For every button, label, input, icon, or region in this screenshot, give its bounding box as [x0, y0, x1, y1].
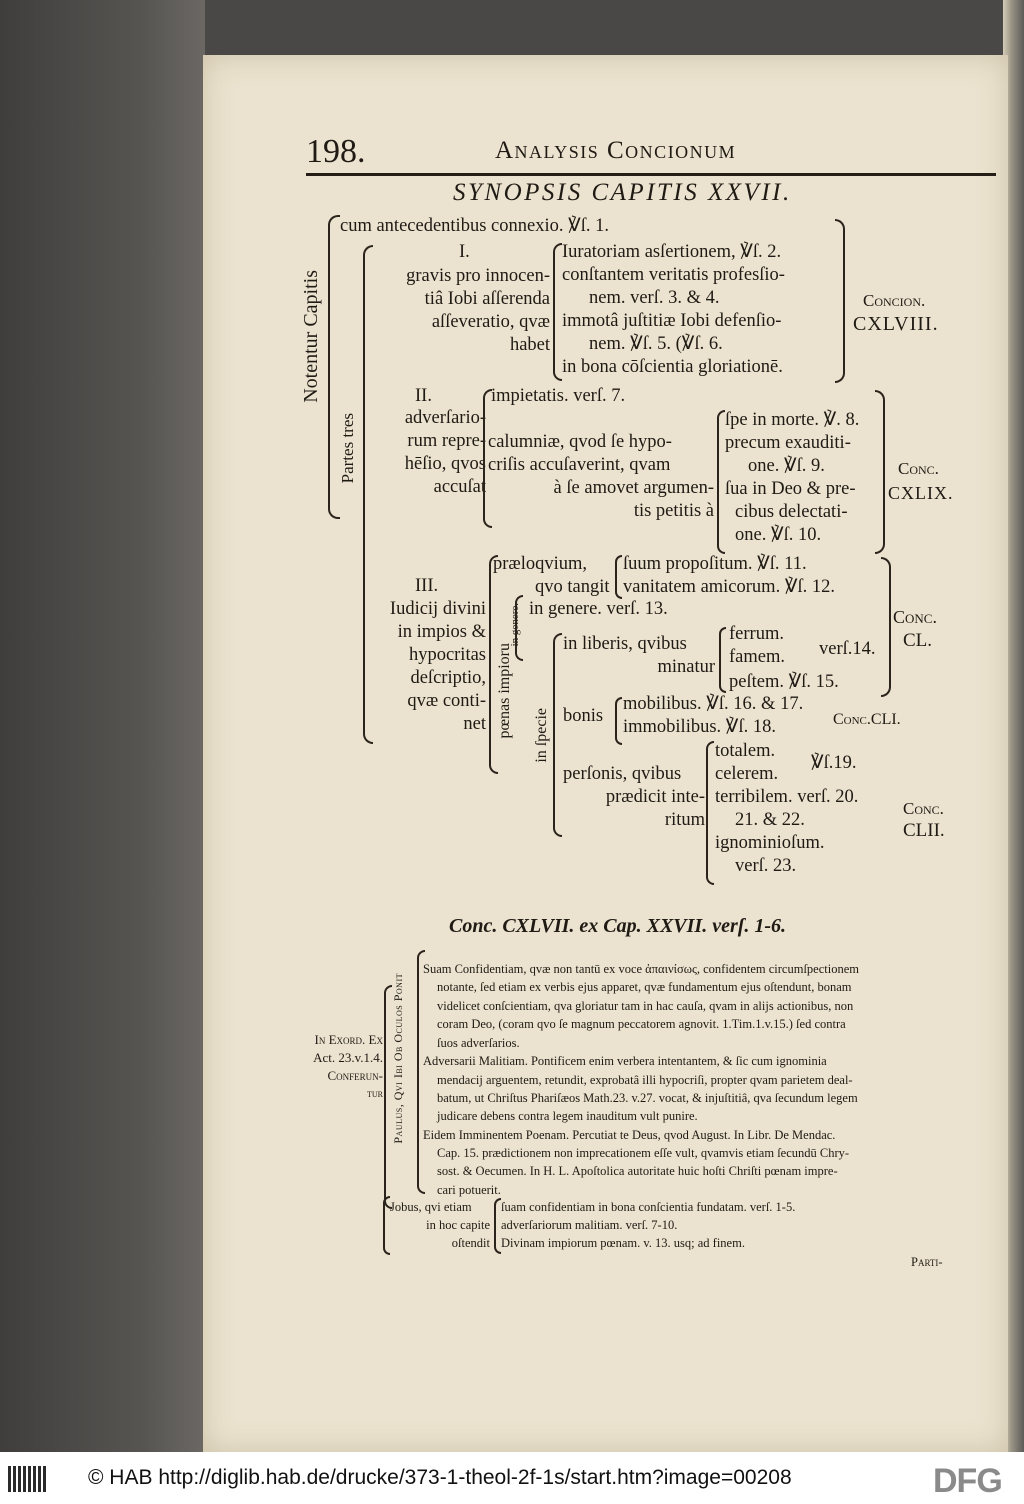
- v19-label: ℣ſ.19.: [811, 753, 857, 773]
- part3-number: III.: [415, 576, 439, 596]
- margin-note-4: tur: [367, 1088, 383, 1100]
- part3-line-6: net: [463, 714, 486, 734]
- part3-line-3: hypocritas: [408, 645, 486, 665]
- jobus-line-1: Jobus, qvi etiam: [390, 1200, 472, 1214]
- jobus-brace: [494, 1198, 501, 1254]
- personis-item-2: celerem.: [715, 764, 779, 784]
- concio-number-3: CL.: [903, 630, 933, 651]
- side-label-notentur: Notentur Capitis: [300, 270, 322, 403]
- praeloquium-item-1: ſuum propoſitum. ℣ſ. 11.: [623, 554, 807, 574]
- part2-line-4: accuſat: [433, 477, 486, 497]
- running-head: Analysis Concionum: [495, 137, 737, 164]
- part2-number: II.: [415, 386, 432, 406]
- synopsis-title: SYNOPSIS CAPITIS XXVII.: [453, 179, 792, 206]
- part1-item-4: immotâ juſtitiæ Iobi defenſio-: [562, 311, 782, 331]
- page-number: 198.: [306, 133, 366, 170]
- copyright-link[interactable]: © HAB http://diglib.hab.de/drucke/373-1-theol-2f-1s/start.htm?image=00208: [88, 1466, 792, 1489]
- part2-item-5: tis petitis à: [633, 501, 714, 521]
- concio-label-2: Conc.: [898, 459, 939, 478]
- part3-line-1: Iudicij divini: [389, 599, 486, 619]
- personis-item-4: 21. & 22.: [735, 810, 805, 830]
- jobus-item-3: Divinam impiorum pœnam. v. 13. usq; ad finem.: [501, 1236, 745, 1250]
- personis-2: prædicit inte-: [605, 787, 705, 807]
- para-line-10: Eidem Imminentem Poenam. Percutiat te Deus, qvod August. In Libr. De Mendac.: [423, 1128, 836, 1142]
- jobus-line-2: in hoc capite: [426, 1218, 490, 1232]
- personis-item-6: verſ. 23.: [735, 856, 797, 876]
- liberis-brace: [719, 627, 726, 693]
- part2-sub-5: cibus delectati-: [735, 502, 848, 522]
- part2-item-3: criſis accuſaverint, qvam: [488, 455, 671, 475]
- part2-sub-brace: [717, 410, 725, 554]
- part2-line-3: hēſio, qvos: [404, 454, 486, 474]
- vers14-label: verſ.14.: [819, 639, 876, 659]
- margin-note-1: In Exord. Ex: [314, 1032, 383, 1047]
- part2-sub-6: one. ℣ſ. 10.: [735, 525, 822, 545]
- part2-item-4: à ſe amovet argumen-: [553, 478, 714, 498]
- poenas-brace: [515, 595, 523, 661]
- side-label-partes: Partes tres: [338, 413, 357, 484]
- personis-1: perſonis, qvibus: [563, 764, 682, 784]
- part1-item-6: in bona cōſcientia gloriationē.: [562, 357, 783, 377]
- para-line-11: Cap. 15. prædictionem non imprecationem eſſe vult, qvamvis etiam ſecundū Chry-: [437, 1146, 850, 1160]
- para-line-1: Suam Confidentiam, qvæ non tantū ex voce ἀπαινίσως, confidentem circumſpectionem: [423, 962, 859, 976]
- bonis-item-1: mobilibus. ℣ſ. 16. & 17.: [623, 694, 804, 714]
- concio-label-3: Conc.: [893, 607, 937, 627]
- viewer-footer: [0, 1452, 1024, 1504]
- concio-number-5: CLII.: [903, 820, 945, 841]
- part3-line-5: qvæ conti-: [407, 691, 486, 711]
- part1-number: I.: [459, 242, 470, 262]
- concio-label-1: Concion.: [863, 291, 926, 310]
- para-line-13: cari potuerit.: [437, 1183, 501, 1197]
- part1-line-3: aſſeveratio, qvæ: [431, 312, 550, 332]
- scan-background-left: [0, 0, 205, 1452]
- personis-item-3: terribilem. verſ. 20.: [715, 787, 859, 807]
- side-label-genere: in genere.: [509, 603, 521, 647]
- part2-close-brace: [875, 390, 885, 554]
- book-page: [203, 55, 1008, 1452]
- bonis-label: bonis: [563, 706, 604, 726]
- bonis-item-2: immobilibus. ℣ſ. 18.: [623, 717, 776, 737]
- para-line-3: videlicet conſcientiam, qva gloriatur tam in hac cauſa, qvam in alijs actionibus, non: [437, 999, 854, 1013]
- jobus-outer-brace: [383, 1196, 390, 1255]
- concio-label-5: Conc.: [903, 799, 944, 818]
- para-line-12: sost. & Oecumen. In H. L. Apoſtolica autoritate huic hoſti Chriſti pœnam impre-: [437, 1164, 838, 1178]
- part2-sub-2: precum exauditi-: [725, 433, 851, 453]
- side-label-poenas: pœnas impioru: [496, 643, 513, 739]
- in-genere-line: in genere. verſ. 13.: [529, 599, 668, 619]
- part1-item-2: conſtantem veritatis profesſio-: [562, 265, 785, 285]
- part1-close-brace: [835, 219, 845, 383]
- side-label-paulus: Paulus, Qvi Ibi Ob Oculos Ponit: [391, 973, 405, 1144]
- catchword: Parti-: [911, 1255, 943, 1269]
- side-label-specie: in ſpecie: [533, 708, 550, 763]
- para-line-7: mendacij arguentem, retundit, exprobatâ illi hypocriſi, propter qvam parietem deal-: [437, 1073, 853, 1087]
- bonis-brace: [615, 697, 622, 745]
- liberis-item-1: ferrum.: [729, 624, 784, 644]
- personis-item-5: ignominioſum.: [715, 833, 825, 853]
- jobus-item-2: adverſariorum malitiam. verſ. 7-10.: [501, 1218, 678, 1232]
- part1-line-2: tiâ Iobi aſſerenda: [424, 289, 550, 309]
- para-line-5: ſuos adverſarios.: [437, 1036, 520, 1050]
- part2-line-1: adverſario-: [404, 408, 486, 428]
- jobus-line-3: oſtendit: [451, 1236, 490, 1250]
- part2-item-1: impietatis. verſ. 7.: [491, 386, 626, 406]
- part3-line-4: deſcriptio,: [410, 668, 486, 688]
- concio-number-2: CXLIX.: [888, 483, 954, 503]
- praeloquium-brace: [615, 555, 622, 599]
- part2-sub-4: ſua in Deo & pre-: [725, 479, 856, 499]
- personis-brace: [706, 741, 714, 885]
- para-line-4: coram Deo, (coram qvo ſe magnum peccatorem agnovit. 1.Tim.1.v.15.) ſed contra: [437, 1017, 846, 1031]
- specie-brace: [553, 633, 562, 837]
- praeloquium-1: præloqvium,: [493, 554, 588, 574]
- liberis-item-3: peſtem. ℣ſ. 15.: [729, 672, 839, 692]
- part1-line-4: habet: [509, 335, 550, 355]
- margin-note-2: Act. 23.v.1.4.: [313, 1050, 383, 1065]
- personis-item-1: totalem.: [715, 741, 776, 761]
- dfg-logo: DFG: [933, 1462, 1002, 1500]
- part2-sub-3: one. ℣ſ. 9.: [748, 456, 825, 476]
- part1-brace: [553, 243, 562, 381]
- part3-close-brace-1: [881, 557, 891, 697]
- part2-item-2: calumniæ, qvod ſe hypo-: [488, 432, 672, 452]
- part1-line-1: gravis pro innocen-: [406, 266, 550, 286]
- liberis-2: minatur: [657, 657, 715, 677]
- para-line-2: notante, ſed etiam ex verbis ejus apparet, qvæ fundamentum ejus oſtendunt, bonam: [437, 980, 852, 994]
- jobus-item-1: ſuam confidentiam in bona conſcientia fundatam. verſ. 1-5.: [501, 1200, 796, 1214]
- connexio-line: cum antecedentibus connexio. ℣ſ. 1.: [340, 216, 610, 236]
- part2-line-2: rum repre-: [407, 431, 486, 451]
- concio-label-4: Conc.CLI.: [833, 711, 901, 728]
- header-rule: [306, 173, 996, 176]
- concio-heading: Conc. CXLVII. ex Cap. XXVII. verſ. 1-6.: [449, 915, 787, 937]
- part1-item-3: nem. verſ. 3. & 4.: [589, 288, 720, 308]
- liberis-item-2: famem.: [729, 647, 785, 667]
- liberis-1: in liberis, qvibus: [563, 634, 687, 654]
- personis-3: ritum: [664, 810, 705, 830]
- praeloquium-item-2: vanitatem amicorum. ℣ſ. 12.: [623, 577, 835, 597]
- para-line-6: Adversarii Malitiam. Pontificem enim verbera intentantem, & ſic cum ignominia: [423, 1054, 827, 1068]
- part1-item-5: nem. ℣ſ. 5. (℣ſ. 6.: [589, 334, 723, 354]
- margin-note-3: Conferun-: [327, 1068, 383, 1083]
- library-logo-icon: [8, 1466, 48, 1492]
- part2-sub-1: ſpe in morte. ℣. 8.: [725, 410, 860, 430]
- para-line-9: judicare debens contra legem inauditum vult punire.: [437, 1109, 698, 1123]
- part1-item-1: Iuratoriam asſertionem, ℣ſ. 2.: [562, 242, 782, 262]
- part3-line-2: in impios &: [397, 622, 486, 642]
- paragraph-brace: [417, 950, 425, 1194]
- concio-number-1: CXLVIII.: [853, 313, 939, 335]
- para-line-8: batum, ut Chriſtus Phariſæos Math.23. v.27. vocat, & injuſtitiâ, qva ſecundum legem: [437, 1091, 858, 1105]
- praeloquium-2: qvo tangit: [535, 577, 610, 597]
